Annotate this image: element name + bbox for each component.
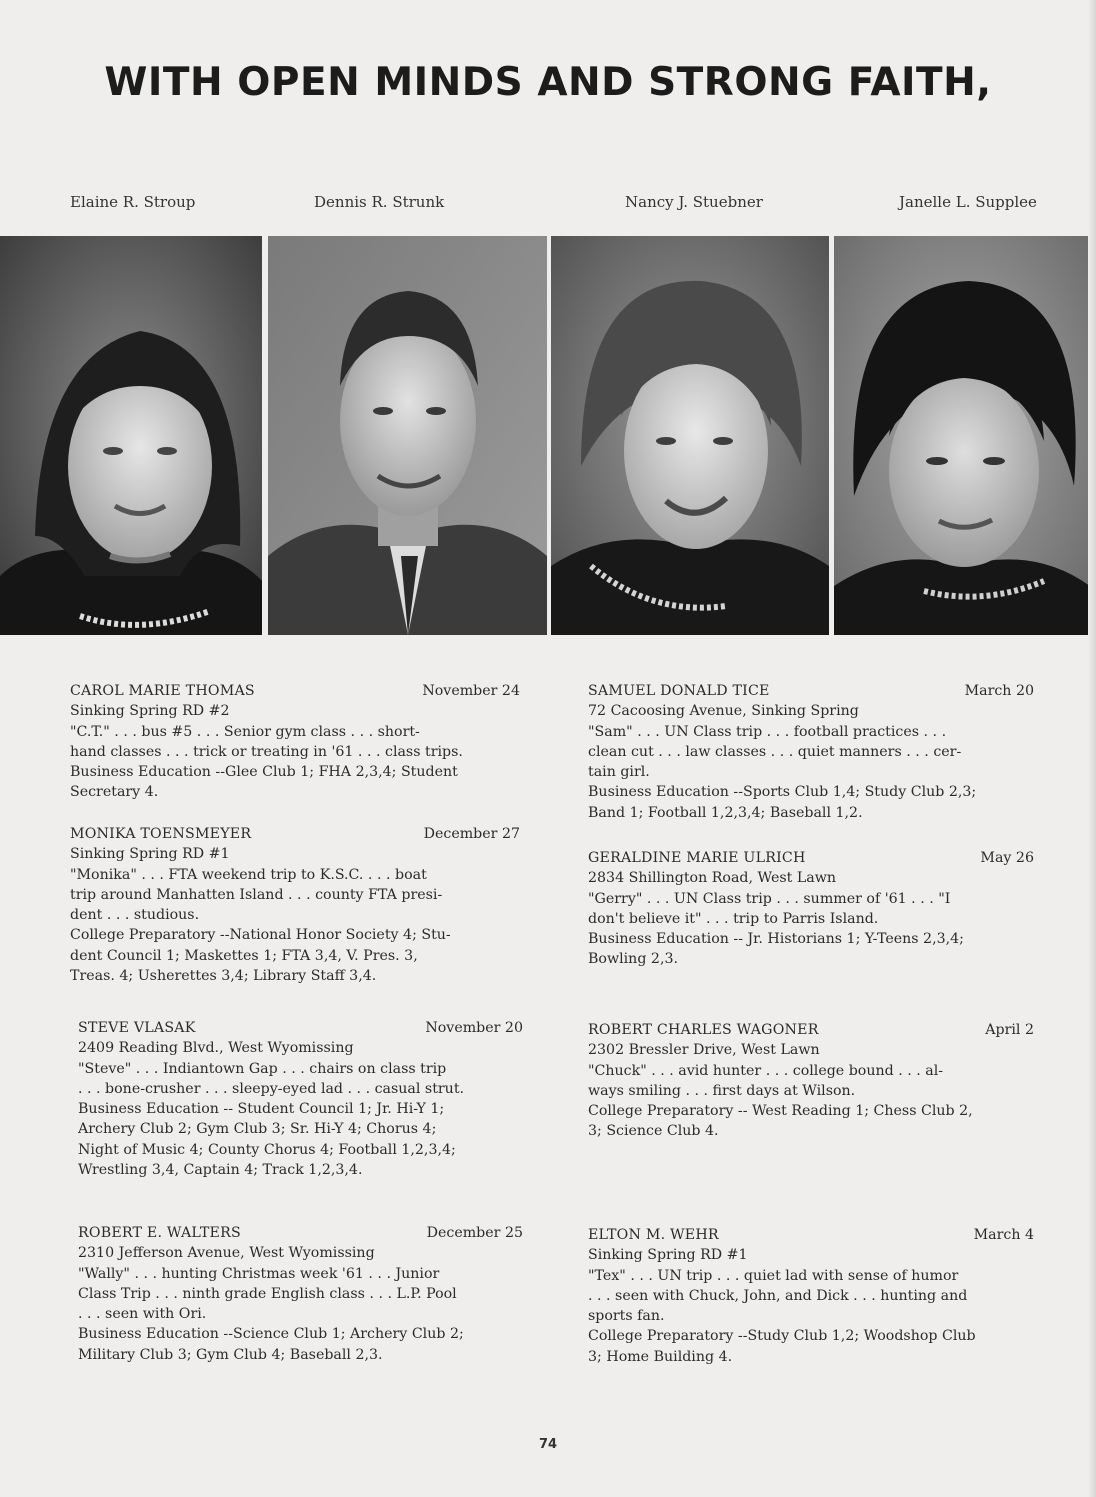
entry-line: Band 1; Football 1,2,3,4; Baseball 1,2. [588, 804, 863, 821]
entry-line: sports fan. [588, 1308, 665, 1325]
entry-line: 2302 Bressler Drive, West Lawn [588, 1042, 820, 1059]
entry-steve-vlasak [78, 1018, 523, 1180]
entry-line: dent Council 1; Maskettes 1; FTA 3,4, V. Pres. 3, [70, 947, 418, 964]
entry-line: hand classes . . . trick or treating in '61 . . . class trips. [70, 743, 463, 760]
entry-name: CAROL MARIE THOMAS [70, 683, 255, 699]
entry-line: "Gerry" . . . UN Class trip . . . summer of '61 . . . "I [588, 890, 951, 907]
entry-line: "Monika" . . . FTA weekend trip to K.S.C. . . . boat [70, 866, 427, 883]
entry-line: Business Education -- Jr. Historians 1; Y-Teens 2,3,4; [588, 931, 964, 948]
entry-line: trip around Manhatten Island . . . county FTA presi- [70, 886, 443, 903]
entry-line: College Preparatory -- West Reading 1; Chess Club 2, [588, 1103, 973, 1120]
entry-date: March 20 [964, 683, 1034, 699]
entry-line: "Tex" . . . UN trip . . . quiet lad with sense of humor [588, 1267, 959, 1284]
entry-monika-toensmeyer [70, 824, 520, 986]
entry-elton-wehr [588, 1225, 1034, 1367]
photo-caption-supplee: Janelle L. Supplee [899, 193, 1037, 211]
entry-line: Business Education --Sports Club 1,4; Study Club 2,3; [588, 784, 977, 801]
entry-line: "Chuck" . . . avid hunter . . . college bound . . . al- [588, 1062, 944, 1079]
entry-line: Secretary 4. [70, 784, 159, 801]
entry-line: 72 Cacoosing Avenue, Sinking Spring [588, 703, 859, 720]
entry-name: STEVE VLASAK [78, 1020, 196, 1036]
entry-line: College Preparatory --National Honor Society 4; Stu- [70, 927, 451, 944]
entry-name: ROBERT CHARLES WAGONER [588, 1022, 819, 1038]
entry-name: ROBERT E. WALTERS [78, 1225, 241, 1241]
photo-caption-stuebner: Nancy J. Stuebner [625, 193, 763, 211]
entry-robert-wagoner [588, 1020, 1034, 1142]
entry-date: March 4 [973, 1227, 1034, 1243]
entry-line: Sinking Spring RD #1 [70, 846, 230, 863]
entry-date: April 2 [985, 1022, 1034, 1038]
entry-name: SAMUEL DONALD TICE [588, 683, 770, 699]
entry-line: Military Club 3; Gym Club 4; Baseball 2,3. [78, 1346, 383, 1363]
entry-date: November 20 [425, 1020, 523, 1036]
entry-line: don't believe it" . . . trip to Parris Island. [588, 910, 879, 927]
entry-date: May 26 [980, 850, 1034, 866]
entry-line: ways smiling . . . first days at Wilson. [588, 1082, 856, 1099]
portrait-strip [0, 236, 1096, 635]
entry-date: December 27 [423, 826, 520, 842]
entry-line: tain girl. [588, 764, 650, 781]
entry-line: Business Education -- Student Council 1; Jr. Hi-Y 1; [78, 1101, 445, 1118]
page-number: 74 [538, 1437, 558, 1452]
entry-name: ELTON M. WEHR [588, 1227, 719, 1243]
entry-robert-walters [78, 1223, 523, 1365]
entry-line: Bowling 2,3. [588, 951, 678, 968]
entry-line: clean cut . . . law classes . . . quiet manners . . . cer- [588, 743, 962, 760]
entry-geraldine-ulrich [588, 848, 1034, 970]
entry-line: Business Education --Glee Club 1; FHA 2,3,4; Student [70, 764, 458, 781]
entry-line: Archery Club 2; Gym Club 3; Sr. Hi-Y 4; Chorus 4; [78, 1121, 437, 1138]
entry-line: 2310 Jefferson Avenue, West Wyomissing [78, 1245, 375, 1262]
entry-line: "C.T." . . . bus #5 . . . Senior gym class . . . short- [70, 723, 420, 740]
entry-line: 2834 Shillington Road, West Lawn [588, 870, 836, 887]
entry-line: Treas. 4; Usherettes 3,4; Library Staff 3,4. [70, 968, 377, 985]
entry-line: Business Education --Science Club 1; Archery Club 2; [78, 1326, 464, 1343]
entry-line: "Sam" . . . UN Class trip . . . football practices . . . [588, 723, 947, 740]
entry-name: GERALDINE MARIE ULRICH [588, 850, 806, 866]
entry-line: . . . seen with Chuck, John, and Dick . . . hunting and [588, 1287, 968, 1304]
entry-line: "Steve" . . . Indiantown Gap . . . chairs on class trip [78, 1060, 447, 1077]
entry-line: Wrestling 3,4, Captain 4; Track 1,2,3,4. [78, 1162, 363, 1179]
photo-caption-stroup: Elaine R. Stroup [70, 193, 196, 211]
portrait-stuebner [551, 236, 829, 635]
entry-line: Night of Music 4; County Chorus 4; Football 1,2,3,4; [78, 1141, 456, 1158]
entry-line: 3; Science Club 4. [588, 1123, 719, 1140]
page-headline: WITH OPEN MINDS AND STRONG FAITH, [104, 60, 992, 105]
portrait-stroup [0, 236, 262, 635]
entry-carol-thomas [70, 681, 520, 803]
entry-line: College Preparatory --Study Club 1,2; Woodshop Club [588, 1328, 976, 1345]
entry-name: MONIKA TOENSMEYER [70, 826, 252, 842]
entry-line: dent . . . studious. [70, 907, 200, 924]
entry-line: "Wally" . . . hunting Christmas week '61 . . . Junior [78, 1265, 440, 1282]
entry-line: Sinking Spring RD #1 [588, 1247, 748, 1264]
entry-line: Class Trip . . . ninth grade English class . . . L.P. Pool [78, 1285, 457, 1302]
portrait-supplee [834, 236, 1090, 635]
entry-line: 3; Home Building 4. [588, 1348, 733, 1365]
entry-line: Sinking Spring RD #2 [70, 703, 230, 720]
entry-samuel-tice [588, 681, 1034, 823]
entry-line: . . . bone-crusher . . . sleepy-eyed lad . . . casual strut. [78, 1080, 465, 1097]
page-edge-shadow [1088, 0, 1096, 1497]
entry-date: November 24 [422, 683, 520, 699]
entry-line: 2409 Reading Blvd., West Wyomissing [78, 1040, 354, 1057]
entry-date: December 25 [426, 1225, 523, 1241]
photo-caption-strunk: Dennis R. Strunk [314, 193, 445, 211]
entry-line: . . . seen with Ori. [78, 1306, 207, 1323]
portrait-strunk [268, 236, 547, 635]
